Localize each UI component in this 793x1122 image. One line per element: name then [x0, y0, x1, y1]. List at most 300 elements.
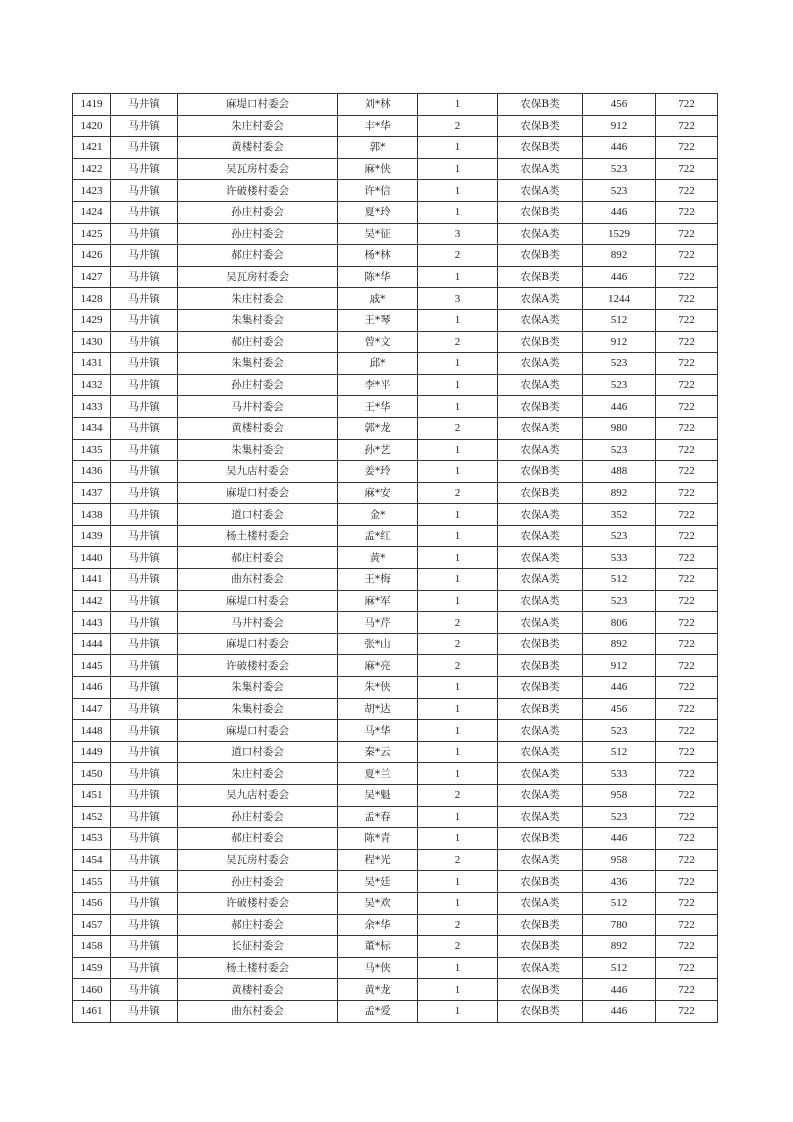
village-committee-cell: 孙庄村委会	[178, 806, 338, 828]
serial-number-cell: 1422	[73, 158, 111, 180]
household-size-cell: 1	[418, 806, 498, 828]
town-cell: 马井镇	[111, 871, 178, 893]
household-size-cell: 2	[418, 936, 498, 958]
amount-cell: 512	[583, 892, 656, 914]
serial-number-cell: 1429	[73, 309, 111, 331]
village-committee-cell: 黄楼村委会	[178, 979, 338, 1001]
household-size-cell: 1	[418, 158, 498, 180]
household-size-cell: 1	[418, 374, 498, 396]
code-cell: 722	[656, 569, 718, 591]
code-cell: 722	[656, 957, 718, 979]
amount-cell: 446	[583, 396, 656, 418]
serial-number-cell: 1448	[73, 720, 111, 742]
town-cell: 马井镇	[111, 309, 178, 331]
amount-cell: 958	[583, 849, 656, 871]
village-committee-cell: 麻堤口村委会	[178, 94, 338, 116]
amount-cell: 523	[583, 353, 656, 375]
table-row	[73, 353, 718, 375]
serial-number-cell: 1439	[73, 525, 111, 547]
amount-cell: 980	[583, 417, 656, 439]
village-committee-cell: 朱集村委会	[178, 698, 338, 720]
household-size-cell: 1	[418, 979, 498, 1001]
amount-cell: 523	[583, 525, 656, 547]
serial-number-cell: 1423	[73, 180, 111, 202]
code-cell: 722	[656, 1000, 718, 1022]
household-size-cell: 1	[418, 720, 498, 742]
household-size-cell: 2	[418, 245, 498, 267]
code-cell: 722	[656, 633, 718, 655]
town-cell: 马井镇	[111, 936, 178, 958]
table-row	[73, 612, 718, 634]
serial-number-cell: 1460	[73, 979, 111, 1001]
village-committee-cell: 朱庄村委会	[178, 763, 338, 785]
category-cell: 农保B类	[498, 115, 583, 137]
table-row	[73, 158, 718, 180]
household-size-cell: 1	[418, 871, 498, 893]
table-row	[73, 1000, 718, 1022]
household-size-cell: 2	[418, 482, 498, 504]
name-cell: 孟*红	[338, 525, 418, 547]
amount-cell: 446	[583, 828, 656, 850]
code-cell: 722	[656, 979, 718, 1001]
village-committee-cell: 马井村委会	[178, 396, 338, 418]
village-committee-cell: 孙庄村委会	[178, 201, 338, 223]
serial-number-cell: 1435	[73, 439, 111, 461]
code-cell: 722	[656, 158, 718, 180]
table-row	[73, 806, 718, 828]
table-row	[73, 633, 718, 655]
name-cell: 王*琴	[338, 309, 418, 331]
amount-cell: 446	[583, 1000, 656, 1022]
name-cell: 孟*春	[338, 806, 418, 828]
village-committee-cell: 吴九店村委会	[178, 785, 338, 807]
code-cell: 722	[656, 94, 718, 116]
category-cell: 农保A类	[498, 849, 583, 871]
code-cell: 722	[656, 266, 718, 288]
amount-cell: 523	[583, 374, 656, 396]
table-row	[73, 785, 718, 807]
table-row	[73, 677, 718, 699]
name-cell: 孟*爱	[338, 1000, 418, 1022]
town-cell: 马井镇	[111, 504, 178, 526]
village-committee-cell: 朱庄村委会	[178, 288, 338, 310]
serial-number-cell: 1427	[73, 266, 111, 288]
category-cell: 农保B类	[498, 331, 583, 353]
serial-number-cell: 1454	[73, 849, 111, 871]
household-size-cell: 1	[418, 698, 498, 720]
category-cell: 农保A类	[498, 590, 583, 612]
code-cell: 722	[656, 331, 718, 353]
town-cell: 马井镇	[111, 1000, 178, 1022]
village-committee-cell: 郝庄村委会	[178, 331, 338, 353]
code-cell: 722	[656, 763, 718, 785]
code-cell: 722	[656, 482, 718, 504]
household-size-cell: 1	[418, 957, 498, 979]
town-cell: 马井镇	[111, 698, 178, 720]
village-committee-cell: 麻堤口村委会	[178, 720, 338, 742]
household-size-cell: 2	[418, 417, 498, 439]
category-cell: 农保B类	[498, 677, 583, 699]
table-row	[73, 655, 718, 677]
town-cell: 马井镇	[111, 396, 178, 418]
category-cell: 农保B类	[498, 914, 583, 936]
code-cell: 722	[656, 655, 718, 677]
table-row	[73, 223, 718, 245]
serial-number-cell: 1450	[73, 763, 111, 785]
village-committee-cell: 孙庄村委会	[178, 223, 338, 245]
serial-number-cell: 1443	[73, 612, 111, 634]
household-size-cell: 2	[418, 849, 498, 871]
beneficiary-table	[72, 93, 718, 1023]
serial-number-cell: 1440	[73, 547, 111, 569]
town-cell: 马井镇	[111, 266, 178, 288]
name-cell: 夏*兰	[338, 763, 418, 785]
village-committee-cell: 许破楼村委会	[178, 180, 338, 202]
serial-number-cell: 1428	[73, 288, 111, 310]
household-size-cell: 2	[418, 612, 498, 634]
name-cell: 杨*林	[338, 245, 418, 267]
town-cell: 马井镇	[111, 417, 178, 439]
code-cell: 722	[656, 374, 718, 396]
category-cell: 农保B类	[498, 461, 583, 483]
category-cell: 农保A类	[498, 785, 583, 807]
amount-cell: 892	[583, 245, 656, 267]
village-committee-cell: 道口村委会	[178, 741, 338, 763]
town-cell: 马井镇	[111, 461, 178, 483]
name-cell: 余*华	[338, 914, 418, 936]
code-cell: 722	[656, 353, 718, 375]
name-cell: 黄*	[338, 547, 418, 569]
serial-number-cell: 1458	[73, 936, 111, 958]
amount-cell: 533	[583, 763, 656, 785]
amount-cell: 488	[583, 461, 656, 483]
table-row	[73, 245, 718, 267]
code-cell: 722	[656, 590, 718, 612]
code-cell: 722	[656, 914, 718, 936]
town-cell: 马井镇	[111, 785, 178, 807]
household-size-cell: 1	[418, 590, 498, 612]
category-cell: 农保A类	[498, 547, 583, 569]
village-committee-cell: 吴九店村委会	[178, 461, 338, 483]
table-row	[73, 698, 718, 720]
village-committee-cell: 郝庄村委会	[178, 547, 338, 569]
name-cell: 邱*	[338, 353, 418, 375]
table-row	[73, 288, 718, 310]
category-cell: 农保B类	[498, 245, 583, 267]
village-committee-cell: 朱集村委会	[178, 353, 338, 375]
name-cell: 孙*艺	[338, 439, 418, 461]
name-cell: 陈*华	[338, 266, 418, 288]
table-row	[73, 396, 718, 418]
household-size-cell: 1	[418, 439, 498, 461]
name-cell: 夏*玲	[338, 201, 418, 223]
category-cell: 农保B类	[498, 698, 583, 720]
name-cell: 姜*玲	[338, 461, 418, 483]
serial-number-cell: 1436	[73, 461, 111, 483]
town-cell: 马井镇	[111, 741, 178, 763]
category-cell: 农保B类	[498, 266, 583, 288]
household-size-cell: 1	[418, 547, 498, 569]
household-size-cell: 1	[418, 353, 498, 375]
table-row	[73, 849, 718, 871]
code-cell: 722	[656, 309, 718, 331]
village-committee-cell: 孙庄村委会	[178, 374, 338, 396]
village-committee-cell: 黄楼村委会	[178, 137, 338, 159]
amount-cell: 958	[583, 785, 656, 807]
name-cell: 郭*龙	[338, 417, 418, 439]
amount-cell: 1529	[583, 223, 656, 245]
town-cell: 马井镇	[111, 223, 178, 245]
table-row	[73, 979, 718, 1001]
serial-number-cell: 1449	[73, 741, 111, 763]
table-row	[73, 137, 718, 159]
household-size-cell: 1	[418, 94, 498, 116]
household-size-cell: 2	[418, 331, 498, 353]
town-cell: 马井镇	[111, 525, 178, 547]
name-cell: 金*	[338, 504, 418, 526]
category-cell: 农保A类	[498, 353, 583, 375]
serial-number-cell: 1420	[73, 115, 111, 137]
name-cell: 吴*征	[338, 223, 418, 245]
name-cell: 秦*云	[338, 741, 418, 763]
household-size-cell: 1	[418, 137, 498, 159]
name-cell: 许*信	[338, 180, 418, 202]
serial-number-cell: 1459	[73, 957, 111, 979]
town-cell: 马井镇	[111, 94, 178, 116]
category-cell: 农保B类	[498, 1000, 583, 1022]
town-cell: 马井镇	[111, 806, 178, 828]
village-committee-cell: 吴瓦房村委会	[178, 266, 338, 288]
serial-number-cell: 1453	[73, 828, 111, 850]
household-size-cell: 1	[418, 763, 498, 785]
amount-cell: 446	[583, 677, 656, 699]
town-cell: 马井镇	[111, 957, 178, 979]
code-cell: 722	[656, 201, 718, 223]
name-cell: 麻*亮	[338, 655, 418, 677]
household-size-cell: 1	[418, 677, 498, 699]
code-cell: 722	[656, 223, 718, 245]
code-cell: 722	[656, 892, 718, 914]
serial-number-cell: 1455	[73, 871, 111, 893]
town-cell: 马井镇	[111, 677, 178, 699]
category-cell: 农保A类	[498, 806, 583, 828]
amount-cell: 446	[583, 979, 656, 1001]
amount-cell: 352	[583, 504, 656, 526]
name-cell: 马*芹	[338, 612, 418, 634]
serial-number-cell: 1461	[73, 1000, 111, 1022]
town-cell: 马井镇	[111, 288, 178, 310]
amount-cell: 912	[583, 331, 656, 353]
serial-number-cell: 1426	[73, 245, 111, 267]
category-cell: 农保A类	[498, 957, 583, 979]
town-cell: 马井镇	[111, 612, 178, 634]
category-cell: 农保B类	[498, 94, 583, 116]
amount-cell: 892	[583, 633, 656, 655]
town-cell: 马井镇	[111, 914, 178, 936]
town-cell: 马井镇	[111, 374, 178, 396]
category-cell: 农保B类	[498, 979, 583, 1001]
code-cell: 722	[656, 525, 718, 547]
name-cell: 马*华	[338, 720, 418, 742]
code-cell: 722	[656, 785, 718, 807]
amount-cell: 446	[583, 266, 656, 288]
village-committee-cell: 朱集村委会	[178, 309, 338, 331]
town-cell: 马井镇	[111, 353, 178, 375]
village-committee-cell: 许破楼村委会	[178, 892, 338, 914]
serial-number-cell: 1425	[73, 223, 111, 245]
village-committee-cell: 杨土楼村委会	[178, 957, 338, 979]
table-row	[73, 94, 718, 116]
name-cell: 麻*军	[338, 590, 418, 612]
category-cell: 农保A类	[498, 763, 583, 785]
serial-number-cell: 1431	[73, 353, 111, 375]
category-cell: 农保A类	[498, 612, 583, 634]
amount-cell: 1244	[583, 288, 656, 310]
village-committee-cell: 曲东村委会	[178, 569, 338, 591]
code-cell: 722	[656, 871, 718, 893]
table-row	[73, 957, 718, 979]
name-cell: 刘*林	[338, 94, 418, 116]
town-cell: 马井镇	[111, 720, 178, 742]
name-cell: 麻*侠	[338, 158, 418, 180]
town-cell: 马井镇	[111, 180, 178, 202]
code-cell: 722	[656, 396, 718, 418]
village-committee-cell: 曲东村委会	[178, 1000, 338, 1022]
table-row	[73, 936, 718, 958]
table-row	[73, 461, 718, 483]
amount-cell: 523	[583, 806, 656, 828]
village-committee-cell: 麻堤口村委会	[178, 590, 338, 612]
serial-number-cell: 1446	[73, 677, 111, 699]
name-cell: 张*山	[338, 633, 418, 655]
town-cell: 马井镇	[111, 633, 178, 655]
name-cell: 戚*	[338, 288, 418, 310]
category-cell: 农保B类	[498, 396, 583, 418]
household-size-cell: 1	[418, 1000, 498, 1022]
household-size-cell: 2	[418, 785, 498, 807]
village-committee-cell: 郝庄村委会	[178, 828, 338, 850]
amount-cell: 512	[583, 741, 656, 763]
name-cell: 郭*	[338, 137, 418, 159]
household-size-cell: 1	[418, 266, 498, 288]
category-cell: 农保B类	[498, 137, 583, 159]
name-cell: 马*侠	[338, 957, 418, 979]
code-cell: 722	[656, 849, 718, 871]
village-committee-cell: 麻堤口村委会	[178, 633, 338, 655]
serial-number-cell: 1419	[73, 94, 111, 116]
town-cell: 马井镇	[111, 115, 178, 137]
table-row	[73, 828, 718, 850]
village-committee-cell: 郝庄村委会	[178, 914, 338, 936]
table-row	[73, 763, 718, 785]
category-cell: 农保B类	[498, 828, 583, 850]
village-committee-cell: 杨土楼村委会	[178, 525, 338, 547]
serial-number-cell: 1444	[73, 633, 111, 655]
table-row	[73, 309, 718, 331]
household-size-cell: 1	[418, 828, 498, 850]
household-size-cell: 2	[418, 115, 498, 137]
amount-cell: 523	[583, 180, 656, 202]
category-cell: 农保A类	[498, 223, 583, 245]
amount-cell: 892	[583, 936, 656, 958]
table-row	[73, 525, 718, 547]
code-cell: 722	[656, 288, 718, 310]
serial-number-cell: 1437	[73, 482, 111, 504]
town-cell: 马井镇	[111, 979, 178, 1001]
serial-number-cell: 1430	[73, 331, 111, 353]
category-cell: 农保B类	[498, 633, 583, 655]
amount-cell: 523	[583, 158, 656, 180]
category-cell: 农保B类	[498, 655, 583, 677]
town-cell: 马井镇	[111, 828, 178, 850]
village-committee-cell: 黄楼村委会	[178, 417, 338, 439]
village-committee-cell: 朱庄村委会	[178, 115, 338, 137]
village-committee-cell: 道口村委会	[178, 504, 338, 526]
table-row	[73, 871, 718, 893]
table-row	[73, 331, 718, 353]
code-cell: 722	[656, 137, 718, 159]
name-cell: 吴*欢	[338, 892, 418, 914]
amount-cell: 456	[583, 94, 656, 116]
village-committee-cell: 马井村委会	[178, 612, 338, 634]
town-cell: 马井镇	[111, 763, 178, 785]
household-size-cell: 1	[418, 525, 498, 547]
serial-number-cell: 1438	[73, 504, 111, 526]
name-cell: 黄*龙	[338, 979, 418, 1001]
serial-number-cell: 1456	[73, 892, 111, 914]
household-size-cell: 1	[418, 396, 498, 418]
serial-number-cell: 1442	[73, 590, 111, 612]
code-cell: 722	[656, 504, 718, 526]
table-row	[73, 201, 718, 223]
amount-cell: 912	[583, 115, 656, 137]
household-size-cell: 2	[418, 633, 498, 655]
serial-number-cell: 1421	[73, 137, 111, 159]
amount-cell: 512	[583, 569, 656, 591]
serial-number-cell: 1445	[73, 655, 111, 677]
village-committee-cell: 郝庄村委会	[178, 245, 338, 267]
village-committee-cell: 长征村委会	[178, 936, 338, 958]
village-committee-cell: 吴瓦房村委会	[178, 849, 338, 871]
serial-number-cell: 1447	[73, 698, 111, 720]
household-size-cell: 1	[418, 741, 498, 763]
table-row	[73, 374, 718, 396]
name-cell: 程*光	[338, 849, 418, 871]
serial-number-cell: 1434	[73, 417, 111, 439]
household-size-cell: 1	[418, 201, 498, 223]
category-cell: 农保A类	[498, 569, 583, 591]
table-row	[73, 482, 718, 504]
town-cell: 马井镇	[111, 137, 178, 159]
serial-number-cell: 1432	[73, 374, 111, 396]
serial-number-cell: 1441	[73, 569, 111, 591]
table-row	[73, 914, 718, 936]
amount-cell: 780	[583, 914, 656, 936]
amount-cell: 806	[583, 612, 656, 634]
town-cell: 马井镇	[111, 569, 178, 591]
table-row	[73, 180, 718, 202]
amount-cell: 512	[583, 309, 656, 331]
village-committee-cell: 朱集村委会	[178, 439, 338, 461]
household-size-cell: 1	[418, 461, 498, 483]
code-cell: 722	[656, 180, 718, 202]
code-cell: 722	[656, 461, 718, 483]
town-cell: 马井镇	[111, 245, 178, 267]
amount-cell: 523	[583, 439, 656, 461]
code-cell: 722	[656, 828, 718, 850]
village-committee-cell: 朱集村委会	[178, 677, 338, 699]
amount-cell: 456	[583, 698, 656, 720]
